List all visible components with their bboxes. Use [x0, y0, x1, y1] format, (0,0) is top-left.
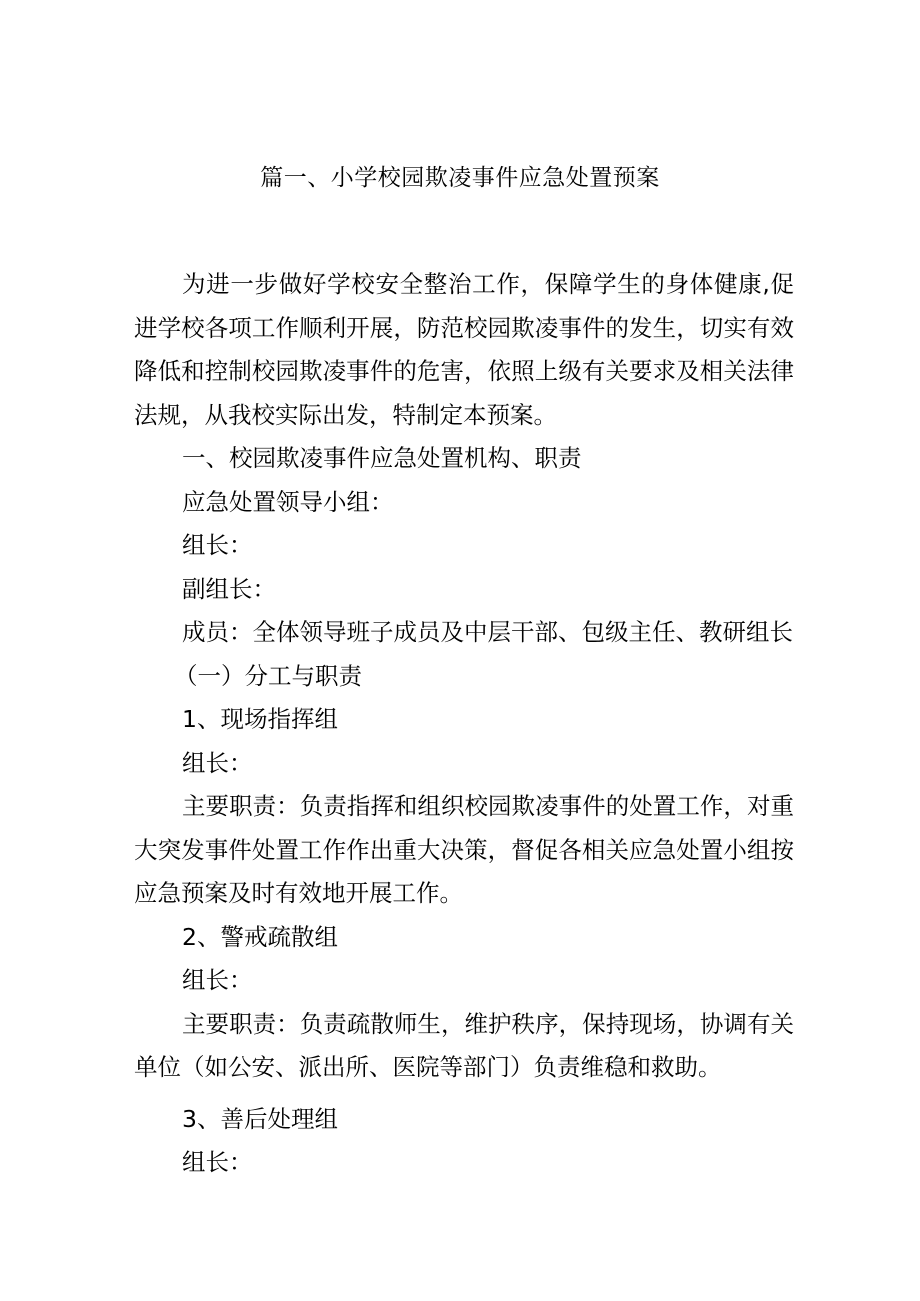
leader-line: 组长：: [182, 966, 253, 994]
deputy-leader-line: 副组长：: [182, 574, 276, 603]
leader-line: 组长：: [182, 1148, 253, 1176]
group-heading-evacuation: 2、警戒疏散组: [182, 922, 338, 951]
document-body: [134, 263, 794, 1185]
section-heading: 一、校园欺凌事件应急处置机构、职责: [182, 444, 582, 472]
leadership-group-label: 应急处置领导小组：: [182, 487, 394, 516]
intro-paragraph: 为进一步做好学校安全整治工作，保障学生的身体健康,促进学校各项工作顺利开展，防范校园欺凌事件的发生，切实有效降低和控制校园欺凌事件的危害，依照上级有关要求及相关法律法规，从我校实际出发，特制定本预案。: [134, 270, 794, 429]
duties-paragraph-command: 主要职责：负责指挥和组织校园欺凌事件的处置工作，对重大突发事件处置工作作出重大决策，督促各相关应急处置小组按应急预案及时有效地开展工作。: [134, 792, 794, 907]
leader-line: 组长：: [182, 748, 253, 777]
leader-line: 组长：: [182, 531, 253, 559]
document-title: 篇一、小学校园欺凌事件应急处置预案: [260, 165, 660, 191]
duties-paragraph-evacuation: 主要职责：负责疏散师生，维护秩序，保持现场，协调有关单位（如公安、派出所、医院等部门）负责维稳和救助。: [134, 1009, 794, 1081]
subsection-heading: （一）分工与职责: [174, 661, 362, 690]
group-heading-command: 1、现场指挥组: [182, 705, 338, 733]
group-heading-aftermath: 3、善后处理组: [182, 1104, 338, 1133]
members-line: 成员：全体领导班子成员及中层干部、包级主任、教研组长: [182, 618, 793, 646]
